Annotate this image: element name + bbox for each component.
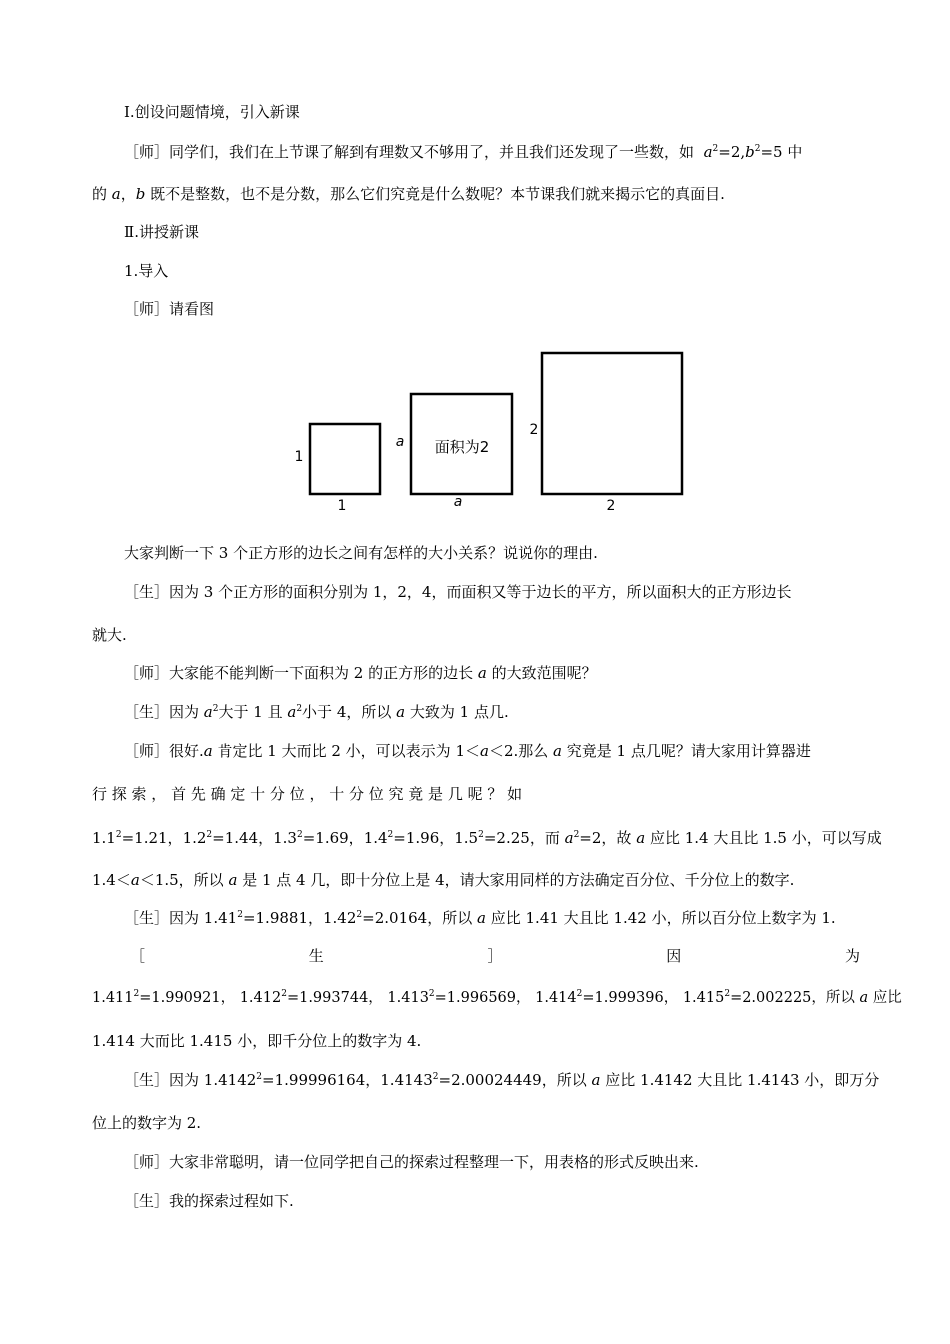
paragraph-look-figure: ［师］请看图: [124, 300, 215, 318]
paragraph-teacher-2: ［师］大家能不能判断一下面积为 2 的正方形的边长 a 的大致范围呢？: [124, 664, 597, 682]
small-side-left-label: 1: [294, 449, 304, 465]
square-small: [310, 424, 380, 494]
section-heading-2: Ⅱ.讲授新课: [124, 223, 199, 241]
mid-side-bottom-label: a: [453, 494, 463, 510]
paragraph-student-6: ［生］我的探索过程如下.: [124, 1192, 294, 1210]
paragraph-teacher-3: ［师］很好.a 肯定比 1 大而比 2 小，可以表示为 1＜a＜2.那么 a 究竟是 1 点几呢？请大家用计算器进: [124, 742, 811, 760]
paragraph-student-4-line2: $1.411^2=1.990921$， $1.412^2=1.993744$， $1.413^2=1.996569$， $1.414^2=1.999396$， $1.415^2=2.002225$，所以 a 应比: [92, 989, 902, 1006]
paragraph-student-1-cont: 就大.: [92, 626, 127, 644]
paragraph-intro: ［师］同学们，我们在上节课了解到有理数又不够用了，并且我们还发现了一些数，如 $a^2=2,b^2=5$ 中: [124, 143, 803, 161]
paragraph-student-5: ［生］因为 $1.4142^2=1.99996164$，$1.4143^2=2.00024449$，所以 a 应比 1.4142 大且比 1.4143 小，即万分: [124, 1071, 880, 1089]
section-heading-1: Ⅰ.创设问题情境，引入新课: [124, 103, 300, 121]
mid-area-label: 面积为2: [434, 438, 490, 456]
small-side-bottom-label: 1: [337, 498, 347, 514]
paragraph-student-4: ［ 生 ］ 因 为: [130, 947, 860, 965]
mid-side-left-label: a: [395, 434, 405, 450]
big-side-left-label: 2: [529, 422, 539, 438]
paragraph-student-2: ［生］因为 $a^2$大于 1 且 $a^2$小于 4，所以 a 大致为 1 点几.: [124, 703, 509, 721]
paragraph-intro-cont: 的 a，b 既不是整数，也不是分数，那么它们究竟是什么数呢？本节课我们就来揭示它的真面目.: [92, 185, 725, 203]
square-large: [542, 353, 682, 494]
paragraph-student-5-cont: 位上的数字为 2.: [92, 1114, 202, 1132]
square-1-2: $1.2^2=1.44$，: [182, 829, 274, 847]
paragraph-student-4-line3: 1.414 大而比 1.415 小，即千分位上的数字为 4.: [92, 1032, 422, 1050]
paragraph-teacher-4: ［师］大家非常聪明，请一位同学把自己的探索过程整理一下，用表格的形式反映出来.: [124, 1153, 699, 1171]
big-side-bottom-label: 2: [606, 498, 616, 514]
paragraph-student-1: ［生］因为 3 个正方形的面积分别为 1，2，4，而面积又等于边长的平方，所以面积大的正方形边长: [124, 583, 792, 601]
paragraph-teacher-3-line3: $1.1^2=1.21$，$1.2^2=1.44$，$1.3^2=1.69$，$1.4^2=1.96$，$1.5^2=2.25$，而 $a^2=2$，故 a 应比 1.4 大且比 1.5 小，可以写成: [92, 829, 882, 847]
square-1-5: $1.5^2=2.25$: [454, 829, 530, 847]
paragraph-teacher-3-line4: 1.4＜a＜1.5，所以 a 是 1 点 4 几，即十分位上是 4，请大家用同样的方法确定百分位、千分位上的数字.: [92, 871, 795, 889]
square-1-1: $1.1^2=1.21$，: [92, 829, 183, 847]
square-1-3: $1.3^2=1.69$，: [273, 829, 364, 847]
subsection-heading: 1.导入: [124, 262, 169, 280]
paragraph-student-3: ［生］因为 $1.41^2=1.9881$，$1.42^2=2.0164$，所以 a 应比 1.41 大且比 1.42 小，所以百分位上数字为 1.: [124, 909, 836, 927]
paragraph-question: 大家判断一下 3 个正方形的边长之间有怎样的大小关系？说说你的理由.: [124, 544, 598, 562]
paragraph-teacher-3-line2: 行 探 索 ， 首 先 确 定 十 分 位 ， 十 分 位 究 竟 是 几 呢 ？ 如: [92, 785, 523, 803]
square-1-4: $1.4^2=1.96$，: [363, 829, 455, 847]
three-squares-figure: [290, 344, 690, 516]
